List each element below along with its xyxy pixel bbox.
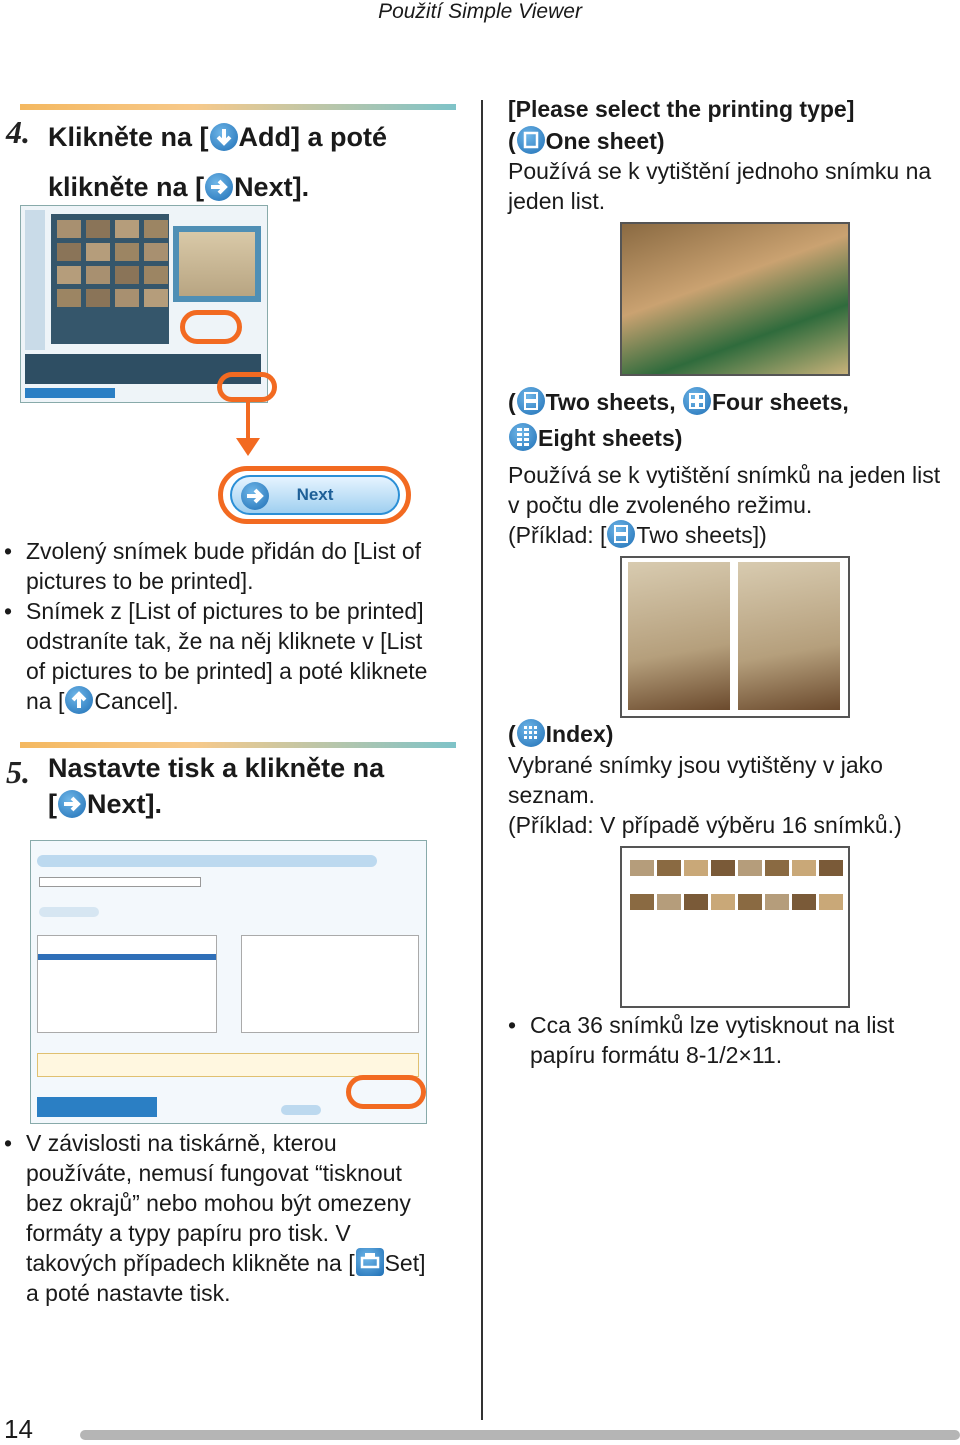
index-description	[508, 750, 960, 840]
add-icon	[210, 123, 238, 151]
four-sheets-icon	[683, 387, 711, 415]
bullet-line: odstraníte tak, že na něj kliknete v [List	[26, 628, 423, 654]
border-setting-buttons	[39, 907, 99, 917]
step-5-instruction	[48, 750, 468, 822]
paren: (	[508, 721, 516, 747]
four-sheets-text: Four sheets,	[712, 389, 849, 415]
page-number: 14	[4, 1414, 33, 1444]
desc-line: seznam.	[508, 782, 595, 808]
step-4-number: 4.	[6, 114, 30, 150]
two-sheets-icon	[517, 387, 545, 415]
bullet-line: Cancel].	[94, 688, 179, 714]
bullet-item	[4, 1128, 474, 1308]
screenshot-menu-button	[281, 1105, 321, 1115]
two-sheets-photo-right	[738, 562, 840, 710]
index-bullet	[508, 1010, 960, 1070]
bullet-line: • Cca 36 snímků lze vytisknout na list	[530, 1012, 895, 1038]
next-arrow-icon	[241, 482, 269, 510]
paper-type-list	[241, 935, 419, 1033]
step-4-text-2b: Next].	[234, 172, 310, 202]
arrow-shaft	[246, 402, 250, 442]
page-header-title: Použití Simple Viewer	[378, 0, 582, 23]
bullet-line: bez okrajů” nebo mohou být omezeny	[26, 1190, 411, 1216]
one-sheet-icon	[517, 126, 545, 154]
step-5-text-2b: Next].	[87, 789, 163, 819]
step-4-text-1a: Klikněte na [	[48, 122, 209, 152]
bullet-line: takových případech klikněte na [	[26, 1250, 355, 1276]
multi-sheet-description	[508, 460, 960, 550]
eight-sheets-text: Eight sheets)	[538, 425, 683, 451]
printing-type-tabs	[37, 855, 377, 867]
next-button-highlight-settings	[346, 1075, 426, 1109]
bullet-item	[4, 536, 464, 596]
screenshot-logo-bar	[25, 388, 115, 398]
two-sheets-example	[620, 556, 850, 718]
desc-line: v počtu dle zvoleného režimu.	[508, 492, 813, 518]
screenshot-logo-bar	[37, 1097, 157, 1117]
index-icon	[517, 719, 545, 747]
paren: (	[508, 128, 516, 154]
step-5-number: 5.	[6, 754, 30, 790]
bullet-line: • Zvolený snímek bude přidán do [List of	[26, 538, 422, 564]
footer-bar	[80, 1430, 960, 1440]
bullet-line: formáty a typy papíru pro tisk. V	[26, 1220, 351, 1246]
step-5-text-1: Nastavte tisk a klikněte na	[48, 753, 385, 783]
left-bullet-2	[4, 1128, 474, 1308]
eight-sheets-icon	[509, 423, 537, 451]
two-sheets-photo-left	[628, 562, 730, 710]
bullet-line: používáte, nemusí fungovat “tisknout	[26, 1160, 402, 1186]
warning-message	[37, 1053, 419, 1077]
bullet-item	[4, 596, 464, 716]
next-arrow-icon	[58, 790, 86, 818]
printer-set-icon	[356, 1248, 384, 1276]
desc-line: jeden list.	[508, 188, 606, 214]
bullet-line: pictures to be printed].	[26, 568, 254, 594]
bullet-line: • V závislosti na tiskárně, kterou	[26, 1130, 337, 1156]
bullet-line: papíru formátu 8-1/2×11.	[530, 1042, 783, 1068]
next-button-highlight-small	[217, 372, 277, 402]
bullet-line: • Snímek z [List of pictures to be printed]	[26, 598, 424, 624]
next-button-label: Next	[296, 485, 334, 504]
step-4-text-1b: Add] a poté	[238, 122, 388, 152]
bullet-line: Set]	[384, 1250, 426, 1276]
printer-select	[39, 877, 201, 887]
multi-sheet-label	[508, 384, 958, 456]
desc-line: Two sheets])	[636, 522, 767, 548]
step-5-text-2a: [	[48, 789, 57, 819]
one-sheet-example-photo	[620, 222, 850, 376]
desc-line: Používá se k vytištění jednoho snímku na	[508, 158, 932, 184]
bullet-item	[508, 1010, 960, 1070]
desc-line: Používá se k vytištění snímků na jeden list	[508, 462, 941, 488]
bullet-line: a poté nastavte tisk.	[26, 1280, 231, 1306]
printing-type-heading: [Please select the printing type]	[508, 96, 855, 122]
column-divider	[481, 100, 483, 1420]
next-arrow-icon	[205, 173, 233, 201]
bullet-line: na [	[26, 688, 65, 714]
two-sheets-text: Two sheets,	[545, 389, 676, 415]
next-button[interactable]	[230, 475, 400, 515]
preview-photo	[173, 226, 261, 302]
step-4-bar	[20, 104, 456, 110]
desc-line: (Příklad: V případě výběru 16 snímků.)	[508, 812, 902, 838]
index-example	[620, 846, 850, 1008]
add-button-highlight	[180, 310, 242, 344]
thumbnail-grid	[51, 214, 169, 344]
one-sheet-text: One sheet)	[545, 128, 665, 154]
paper-size-list	[37, 935, 217, 1033]
desc-line: Vybrané snímky jsou vytištěny v jako	[508, 752, 883, 778]
step-4-text-2a: klikněte na [	[48, 172, 205, 202]
paren: (	[508, 389, 516, 415]
left-bullets-1	[4, 536, 464, 716]
one-sheet-label	[508, 124, 958, 158]
arrow-down-icon	[236, 438, 260, 456]
two-sheets-icon	[607, 520, 635, 548]
desc-line: (Příklad: [	[508, 522, 607, 548]
index-label	[508, 716, 958, 752]
one-sheet-description	[508, 156, 958, 216]
bullet-line: of pictures to be printed] a poté kliknete	[26, 658, 428, 684]
step-4-instruction	[48, 112, 468, 212]
index-text: Index)	[545, 721, 614, 747]
screenshot-sidebar	[25, 210, 45, 350]
cancel-up-icon	[65, 686, 93, 714]
step-5-bar	[20, 742, 456, 748]
